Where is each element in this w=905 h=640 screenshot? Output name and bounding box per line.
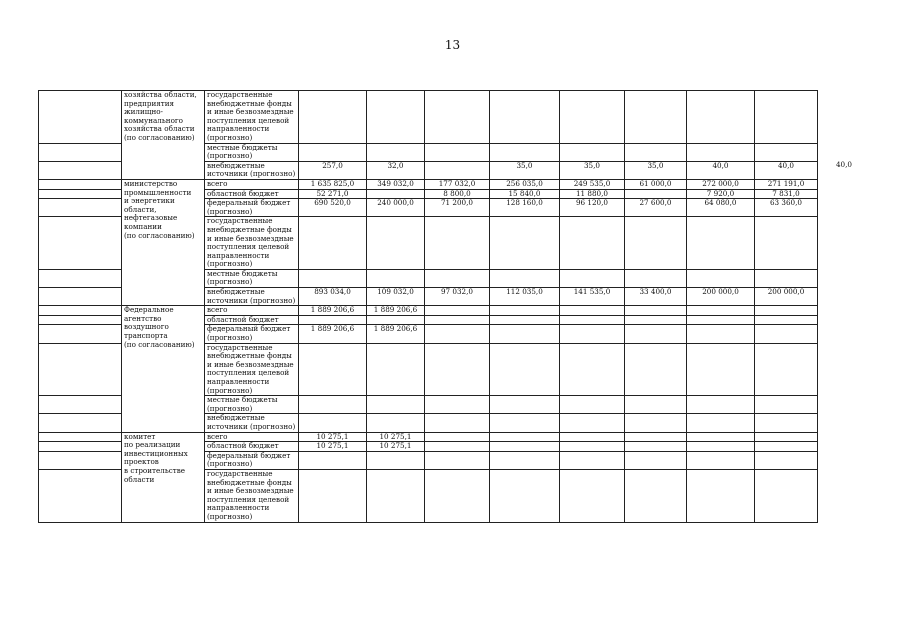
value-cell: 272 000,0 [687, 179, 755, 189]
value-cell [818, 199, 871, 217]
value-cell [425, 91, 490, 144]
value-cell [625, 217, 687, 270]
value-cell [625, 91, 687, 144]
value-cell: 40,0 [687, 161, 755, 179]
value-cell [560, 442, 625, 452]
value-cell [818, 288, 871, 306]
value-cell: 1 635 825,0 [299, 179, 367, 189]
value-cell [818, 442, 871, 452]
funding-source-cell: всего [205, 179, 299, 189]
funding-source-cell: государственные внебюджетные фонды и иные безвозмездные поступления целевой направленности (прогнозно) [205, 343, 299, 396]
funding-source-cell: областной бюджет [205, 315, 299, 325]
value-cell [299, 315, 367, 325]
value-cell: 11 880,0 [560, 189, 625, 199]
value-cell [490, 432, 560, 442]
value-cell [560, 217, 625, 270]
value-cell [818, 306, 871, 316]
value-cell [755, 217, 818, 270]
value-cell [490, 442, 560, 452]
value-cell [560, 306, 625, 316]
executor-cell: хозяйства области, предприятия жилищно- коммунального хозяйства области (по согласованию) [122, 91, 205, 180]
value-cell [687, 315, 755, 325]
value-cell [625, 343, 687, 396]
row-number-cell [39, 199, 122, 217]
funding-source-cell: государственные внебюджетные фонды и иные безвозмездные поступления целевой направленности (прогнозно) [205, 91, 299, 144]
value-cell: 1 889 206,6 [367, 306, 425, 316]
value-cell [367, 343, 425, 396]
value-cell: 40,0 [835, 161, 852, 170]
value-cell [299, 451, 367, 469]
value-cell [367, 189, 425, 199]
value-cell [367, 315, 425, 325]
value-cell [755, 325, 818, 343]
value-cell [687, 217, 755, 270]
funding-source-cell: местные бюджеты (прогнозно) [205, 143, 299, 161]
table-body [39, 91, 871, 523]
funding-source-cell: всего [205, 306, 299, 316]
value-cell [818, 414, 871, 432]
value-cell [367, 91, 425, 144]
value-cell: 893 034,0 [299, 288, 367, 306]
value-cell [687, 432, 755, 442]
page-number: 13 [444, 38, 461, 52]
value-cell [755, 343, 818, 396]
row-number-cell [39, 414, 122, 432]
value-cell: 200 000,0 [687, 288, 755, 306]
value-cell [299, 91, 367, 144]
value-cell [560, 396, 625, 414]
value-cell [755, 306, 818, 316]
value-cell [755, 469, 818, 522]
value-cell [490, 217, 560, 270]
value-cell: 52 271,0 [299, 189, 367, 199]
value-cell [367, 269, 425, 287]
value-cell [625, 469, 687, 522]
row-number-cell [39, 432, 122, 442]
value-cell [425, 161, 490, 179]
funding-source-cell: областной бюджет [205, 442, 299, 452]
value-cell [560, 143, 625, 161]
value-cell [490, 396, 560, 414]
value-cell [687, 325, 755, 343]
row-number-cell [39, 442, 122, 452]
funding-source-cell: местные бюджеты (прогнозно) [205, 269, 299, 287]
value-cell [687, 442, 755, 452]
value-cell [299, 396, 367, 414]
value-cell [755, 315, 818, 325]
value-cell [818, 343, 871, 396]
value-cell: 61 000,0 [625, 179, 687, 189]
row-number-cell [39, 396, 122, 414]
row-number-cell [39, 306, 122, 316]
value-cell: 64 080,0 [687, 199, 755, 217]
value-cell [687, 143, 755, 161]
value-cell [367, 451, 425, 469]
funding-source-cell: областной бюджет [205, 189, 299, 199]
value-cell [367, 143, 425, 161]
value-cell [425, 325, 490, 343]
value-cell [560, 343, 625, 396]
value-cell [560, 269, 625, 287]
value-cell: 96 120,0 [560, 199, 625, 217]
row-number-cell [39, 91, 122, 144]
value-cell [299, 343, 367, 396]
row-number-cell [39, 451, 122, 469]
value-cell [490, 451, 560, 469]
value-cell [625, 143, 687, 161]
value-cell [367, 217, 425, 270]
value-cell: 240 000,0 [367, 199, 425, 217]
value-cell: 71 200,0 [425, 199, 490, 217]
value-cell [490, 91, 560, 144]
value-cell [818, 451, 871, 469]
value-cell: 690 520,0 [299, 199, 367, 217]
funding-source-cell: государственные внебюджетные фонды и иные безвозмездные поступления целевой направленности (прогнозно) [205, 469, 299, 522]
value-cell: 1 889 206,6 [367, 325, 425, 343]
value-cell [425, 432, 490, 442]
value-cell [755, 414, 818, 432]
value-cell: 40,0 [755, 161, 818, 179]
value-cell [625, 451, 687, 469]
value-cell [490, 306, 560, 316]
value-cell [425, 442, 490, 452]
value-cell [625, 306, 687, 316]
value-cell [560, 451, 625, 469]
funding-source-cell: федеральный бюджет (прогнозно) [205, 325, 299, 343]
value-cell [818, 217, 871, 270]
value-cell [367, 414, 425, 432]
value-cell: 7 831,0 [755, 189, 818, 199]
value-cell [560, 469, 625, 522]
value-cell [625, 414, 687, 432]
value-cell [625, 432, 687, 442]
value-cell [687, 306, 755, 316]
value-cell [818, 469, 871, 522]
value-cell [687, 343, 755, 396]
funding-source-cell: внебюджетные источники (прогнозно) [205, 161, 299, 179]
value-cell [625, 396, 687, 414]
value-cell: 256 035,0 [490, 179, 560, 189]
value-cell: 35,0 [625, 161, 687, 179]
value-cell [625, 315, 687, 325]
value-cell [818, 189, 871, 199]
value-cell [425, 343, 490, 396]
value-cell: 141 535,0 [560, 288, 625, 306]
value-cell [625, 269, 687, 287]
table-row [39, 306, 871, 316]
value-cell [818, 179, 871, 189]
value-cell: 15 840,0 [490, 189, 560, 199]
value-cell [755, 269, 818, 287]
funding-source-cell: федеральный бюджет (прогнозно) [205, 451, 299, 469]
value-cell [818, 143, 871, 161]
value-cell [818, 269, 871, 287]
table-row [39, 432, 871, 442]
value-cell: 109 032,0 [367, 288, 425, 306]
value-cell: 349 032,0 [367, 179, 425, 189]
executor-cell: министерство промышленности и энергетики области, нефтегазовые компании (по согласованию) [122, 179, 205, 305]
row-number-cell [39, 143, 122, 161]
value-cell [425, 143, 490, 161]
value-cell [687, 396, 755, 414]
value-cell: 200 000,0 [755, 288, 818, 306]
executor-cell: комитет по реализации инвестиционных проектов в строительстве области [122, 432, 205, 522]
row-number-cell [39, 288, 122, 306]
executor-cell: Федеральное агентство воздушного транспорта (по согласованию) [122, 306, 205, 432]
value-cell [687, 451, 755, 469]
funding-table [38, 90, 871, 523]
value-cell [755, 451, 818, 469]
value-cell [425, 315, 490, 325]
value-cell [755, 432, 818, 442]
value-cell [755, 143, 818, 161]
value-cell [299, 414, 367, 432]
value-cell [425, 414, 490, 432]
funding-source-cell: федеральный бюджет (прогнозно) [205, 199, 299, 217]
value-cell: 257,0 [299, 161, 367, 179]
row-number-cell [39, 315, 122, 325]
funding-source-cell: внебюджетные источники (прогнозно) [205, 288, 299, 306]
value-cell [818, 325, 871, 343]
value-cell [425, 396, 490, 414]
value-cell [755, 91, 818, 144]
value-cell: 10 275,1 [299, 442, 367, 452]
value-cell [299, 269, 367, 287]
funding-source-cell: всего [205, 432, 299, 442]
value-cell [560, 414, 625, 432]
value-cell [755, 442, 818, 452]
funding-source-cell: местные бюджеты (прогнозно) [205, 396, 299, 414]
value-cell: 128 160,0 [490, 199, 560, 217]
value-cell: 97 032,0 [425, 288, 490, 306]
funding-source-cell: государственные внебюджетные фонды и иные безвозмездные поступления целевой направленности (прогнозно) [205, 217, 299, 270]
value-cell [490, 315, 560, 325]
value-cell: 32,0 [367, 161, 425, 179]
value-cell [299, 143, 367, 161]
row-number-cell [39, 469, 122, 522]
value-cell: 7 920,0 [687, 189, 755, 199]
value-cell [490, 269, 560, 287]
value-cell [818, 91, 871, 144]
row-number-cell [39, 189, 122, 199]
value-cell [818, 432, 871, 442]
value-cell: 35,0 [490, 161, 560, 179]
row-number-cell [39, 217, 122, 270]
value-cell: 27 600,0 [625, 199, 687, 217]
value-cell [687, 469, 755, 522]
value-cell [755, 396, 818, 414]
value-cell [490, 414, 560, 432]
value-cell [560, 432, 625, 442]
value-cell [299, 469, 367, 522]
value-cell [490, 469, 560, 522]
value-cell [425, 306, 490, 316]
value-cell [560, 325, 625, 343]
value-cell: 1 889 206,6 [299, 306, 367, 316]
row-number-cell [39, 179, 122, 189]
value-cell [818, 396, 871, 414]
value-cell [687, 414, 755, 432]
value-cell: 8 800,0 [425, 189, 490, 199]
value-cell [625, 442, 687, 452]
value-cell [560, 315, 625, 325]
value-cell: 1 889 206,6 [299, 325, 367, 343]
value-cell [367, 396, 425, 414]
value-cell [299, 217, 367, 270]
value-cell [560, 91, 625, 144]
value-cell: 35,0 [560, 161, 625, 179]
value-cell: 10 275,1 [299, 432, 367, 442]
value-cell [490, 325, 560, 343]
value-cell: 10 275,1 [367, 432, 425, 442]
value-cell [490, 343, 560, 396]
value-cell [490, 143, 560, 161]
value-cell [625, 189, 687, 199]
row-number-cell [39, 161, 122, 179]
value-cell [687, 269, 755, 287]
table-row [39, 91, 871, 144]
value-cell [625, 325, 687, 343]
value-cell [425, 269, 490, 287]
table-row [39, 179, 871, 189]
value-cell: 112 035,0 [490, 288, 560, 306]
funding-source-cell: внебюджетные источники (прогнозно) [205, 414, 299, 432]
value-cell: 249 535,0 [560, 179, 625, 189]
row-number-cell [39, 325, 122, 343]
value-cell [818, 315, 871, 325]
value-cell [425, 217, 490, 270]
value-cell: 177 032,0 [425, 179, 490, 189]
value-cell [425, 451, 490, 469]
value-cell [367, 469, 425, 522]
row-number-cell [39, 343, 122, 396]
value-cell: 63 360,0 [755, 199, 818, 217]
value-cell: 33 400,0 [625, 288, 687, 306]
value-cell [425, 469, 490, 522]
value-cell [687, 91, 755, 144]
value-cell: 271 191,0 [755, 179, 818, 189]
value-cell: 10 275,1 [367, 442, 425, 452]
row-number-cell [39, 269, 122, 287]
